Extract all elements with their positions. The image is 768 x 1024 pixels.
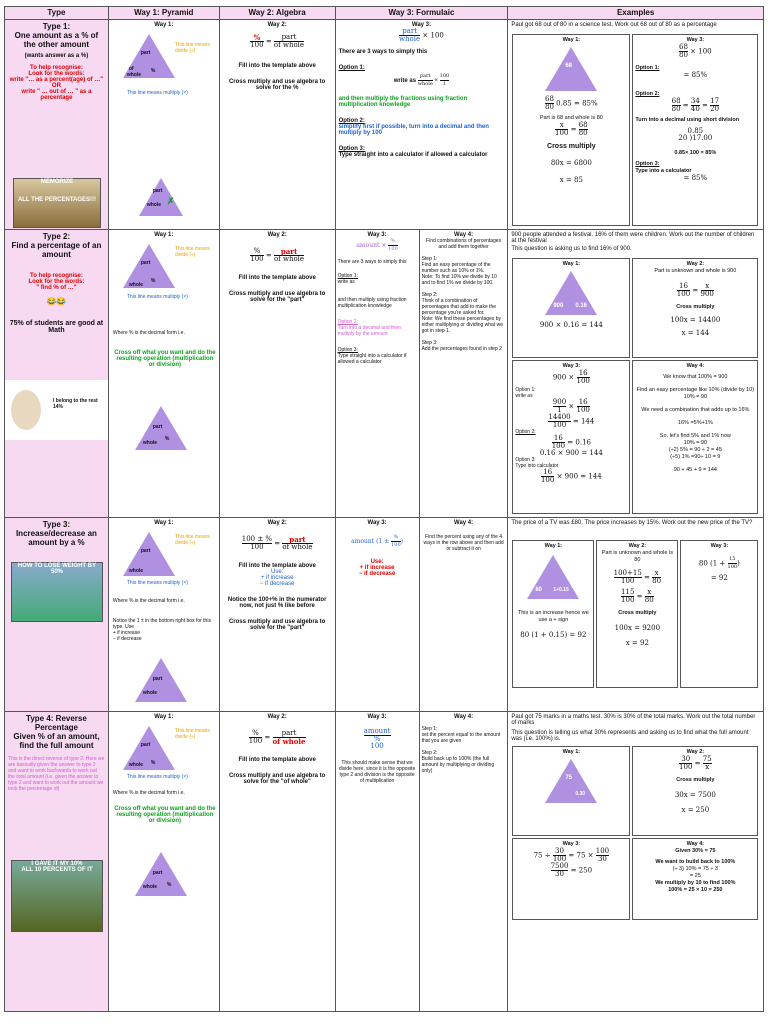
ex1-eq: $\frac{x}{100}$ = $\frac{68}{80}$ bbox=[555, 121, 588, 137]
header-way2: Way 2: Algebra bbox=[220, 7, 336, 19]
t3-where: Where % is the decimal form i.e. bbox=[112, 598, 185, 604]
t2-cross: Cross off what you want and do the resulting operation (multiplication or division) bbox=[114, 350, 216, 368]
ex2-easy: Find an easy percentage like 10% (divide by 10) 10% = 90 bbox=[636, 387, 755, 400]
type2-example bbox=[508, 230, 764, 517]
option2-label: Option 2: bbox=[338, 118, 365, 124]
ex3-w3: Way 3: bbox=[710, 543, 729, 549]
option1-body: and then multiply the fractions using fraction multiplication knowledge bbox=[338, 96, 468, 108]
ex2-o1-res: $\frac{14400}{100}$ = 144 bbox=[548, 413, 595, 429]
way2-label: Way 2: bbox=[267, 22, 287, 28]
type3-title: Type 3: Increase/decrease an amount by a % bbox=[15, 520, 97, 547]
t3-div: This line means divide (÷) bbox=[174, 534, 210, 546]
ex3-way2-box bbox=[596, 540, 678, 688]
rest-meme bbox=[5, 380, 109, 440]
ex3-w1: Way 1: bbox=[544, 543, 563, 549]
ex2-o1-eq: $\frac{900}{1}$ × $\frac{16}{100}$ bbox=[552, 398, 590, 414]
t2-way4 bbox=[420, 230, 508, 517]
ex4-r3: x = 250 bbox=[681, 806, 710, 814]
ex2-900: 900 bbox=[553, 303, 564, 309]
ex2-way3-box bbox=[512, 360, 630, 514]
type2-way2 bbox=[220, 230, 336, 517]
t2-way1: Way 1: bbox=[154, 232, 174, 238]
ex1-cross: Cross multiply bbox=[547, 143, 596, 150]
ex3-115: 1+0.15 bbox=[553, 587, 569, 593]
t3-way4-label: Way 4: bbox=[454, 520, 474, 526]
option3-body: Type straight into a calculator if allowed a calculator bbox=[338, 152, 488, 158]
ex4-r2: 30x = 7500 bbox=[674, 791, 716, 799]
ex1-part: Part is 68 and whole is 80 bbox=[539, 115, 603, 121]
ex1-dec: 0.85× 100 = 85% bbox=[674, 150, 717, 156]
t3-use: Use: + if increase − if decrease bbox=[259, 569, 295, 587]
t2-way2: Way 2: bbox=[267, 232, 287, 238]
ex4-way3-box bbox=[512, 838, 630, 920]
t4-template: $\frac{\%}{100}$ = $\frac{\text{part}}{\text{of whole}}$ bbox=[248, 729, 306, 746]
ex4-w4: Way 4: bbox=[686, 841, 705, 847]
ex2-o2-eq: $\frac{16}{100}$ = 0.16 bbox=[551, 434, 591, 450]
ex2-know: We know that 100% = 900 bbox=[663, 374, 728, 380]
ex1-eq2: x = 85 bbox=[559, 176, 583, 184]
type2-meme-text: 75% of students are good at Math bbox=[9, 320, 104, 334]
ex1-way3-box bbox=[632, 34, 758, 226]
ex2-way1-box bbox=[512, 258, 630, 358]
t3-cross: Cross multiply and use algebra to solve for the "part" bbox=[228, 619, 326, 631]
way1-label: Way 1: bbox=[154, 22, 174, 28]
ex3-eq1: $\frac{100+15}{100}$ = $\frac{x}{80}$ bbox=[613, 569, 662, 585]
ex3-eq2: $\frac{115}{100}$ = $\frac{x}{80}$ bbox=[621, 588, 654, 604]
ex1-o1-res: = 85% bbox=[683, 71, 708, 79]
type2-cell bbox=[5, 230, 109, 517]
type3-cell bbox=[5, 518, 109, 711]
header-row bbox=[5, 7, 764, 20]
ex3-r2: 100x = 9200 bbox=[614, 624, 661, 632]
pyramid-check-triangle-icon bbox=[139, 178, 183, 216]
ex4-w3-res: = 250 bbox=[570, 866, 593, 875]
ex4-w3: Way 3: bbox=[562, 841, 581, 847]
t2-o2: Option 2: bbox=[337, 319, 358, 325]
t4-meme: I GAVE IT MY 10% ALL 10 PERCENTS OF IT bbox=[21, 861, 93, 873]
t4-step1: Step 1: set the percent equal to the amount that you are given bbox=[421, 726, 501, 744]
ex1-68: 68 bbox=[565, 63, 573, 69]
multiply-note: This line means multiply (×) bbox=[126, 90, 188, 96]
t3-way3 bbox=[336, 518, 420, 711]
pyramid2-part: part bbox=[152, 188, 163, 194]
ex4-way4-box bbox=[632, 838, 758, 920]
t3-way2: Way 2: bbox=[267, 520, 287, 526]
t4-p2-part: part bbox=[152, 870, 163, 876]
ex3-r1: 80 (1 + 0.15) = 92 bbox=[520, 631, 587, 639]
ex2-o2-r: = 0.16 bbox=[567, 438, 591, 447]
row-type1 bbox=[5, 20, 764, 230]
t2-step2: Step 2: Think of a combination of percentages that add to make the percentage you're asked for. Note: We find these percentages by either multiplying or dividing what we got in step 1. bbox=[421, 292, 504, 334]
t2-div: This line means divide (÷) bbox=[174, 246, 210, 258]
ex4-w2: Way 2: bbox=[686, 749, 705, 755]
t2-way3 bbox=[336, 230, 420, 517]
type1-way2 bbox=[220, 20, 336, 229]
t2-step1: Step 1: Find an easy percentage of the number such as 10% or 1%. Note: To find 10% we divide by 10 and to find 1% we divide by 100. bbox=[421, 256, 497, 286]
ex4-030: 0.30 bbox=[575, 791, 586, 797]
ex4-w1: Way 1: bbox=[562, 749, 581, 755]
ex2-o2b: 0.16 × 900 = 144 bbox=[539, 449, 603, 457]
ex1-way1-box bbox=[512, 34, 630, 226]
formula: $\frac{\text{part}}{\text{whole}}$ × 100 bbox=[399, 27, 444, 43]
ex2-o3-r: × 900 = 144 bbox=[556, 472, 602, 481]
t4-pct: % bbox=[150, 760, 156, 766]
ex1-frac: $\frac{68}{80}$ 0.85 = 85% bbox=[545, 95, 598, 111]
template-equation: $\frac{\%}{100}$ = $\frac{\text{part}}{\text{of whole}}$ bbox=[250, 33, 305, 49]
t2-pct: % bbox=[150, 278, 156, 284]
t4-way3-label: Way 3: bbox=[367, 714, 387, 720]
t2-where: Where % is the decimal form i.e. bbox=[112, 330, 185, 336]
way3-label: Way 3: bbox=[411, 22, 431, 28]
ex2-o1: Option 1: write as bbox=[515, 387, 536, 399]
t4-whole: whole bbox=[128, 762, 144, 768]
header-examples: Examples bbox=[508, 7, 764, 19]
ex2-o3-eq: $\frac{16}{100}$ × 900 = 144 bbox=[540, 468, 602, 484]
pyramid-part: part bbox=[140, 50, 151, 56]
type3-way3-4 bbox=[336, 518, 509, 711]
type1-way3 bbox=[336, 20, 509, 229]
t4-w3-b: This should make sense that we divide here, since it is the opposite type 2 and division is the opposite of multiplication bbox=[338, 760, 416, 784]
t2-o1t: write as bbox=[337, 279, 355, 285]
t2-p2-pct: % bbox=[164, 436, 170, 442]
ex1-o2-eq: $\frac{68}{80}$ = $\frac{34}{40}$ = $\frac{17}{20}$ bbox=[671, 97, 720, 113]
type1-cell bbox=[5, 20, 109, 229]
ten-percent-meme-image bbox=[11, 860, 103, 932]
type2-title: Type 2: Find a percentage of an amount bbox=[11, 232, 102, 259]
opt1-write: write as bbox=[393, 78, 417, 85]
ex2-find: So, let's find 5% and 1% now 10% = 90 (÷2) 5% = 90 ÷ 2 = 45 (÷5) 1% =90÷ 10 = 9 bbox=[659, 433, 731, 460]
type1-help: To help recognise: Look for the words: write "… as a percent(age) of …" OR write " … out of … " as a percentage bbox=[9, 65, 104, 101]
ex1-pct: 0.85 = 85% bbox=[556, 99, 598, 108]
t4-step2: Step 2: Build back up to 100% (the full amount by multiplying or dividing only) bbox=[421, 750, 495, 774]
ex1-o2: Option 2: bbox=[635, 91, 660, 97]
ex2-o2: Option 2: bbox=[515, 429, 536, 435]
meme-top: MEMORIZE bbox=[40, 179, 74, 185]
t2-o3t: Type straight into a calculator if allowed a calculator bbox=[337, 353, 407, 365]
t4-part: part bbox=[140, 742, 151, 748]
ex3-inc: This is an increase hence we use a + sign bbox=[517, 610, 589, 623]
type2-way1 bbox=[109, 230, 220, 517]
ex1-o3t: Type into a calculator bbox=[635, 168, 692, 174]
ex4-cm: Cross multiply bbox=[676, 777, 715, 783]
ex2-pw: Part is unknown and whole is 900 bbox=[654, 268, 737, 274]
ex4-b3: We multiply by 10 to find 100% bbox=[655, 880, 736, 886]
t3-way3-label: Way 3: bbox=[367, 520, 387, 526]
row-type3 bbox=[5, 518, 764, 712]
t4-where: Where % is the decimal form i.e. bbox=[112, 790, 185, 796]
ex4-ask: This question is telling us what 30% represents and asking us to find what the full amount was (i.e. 100%) is. bbox=[511, 730, 749, 742]
ex3-pw: Part is unknown and whole is 80 bbox=[601, 550, 673, 563]
t2-o3: Option 3: bbox=[337, 347, 358, 353]
t4-p2-pct: % bbox=[166, 882, 172, 888]
t3-fill: Fill into the template above bbox=[238, 563, 316, 569]
pyramid-pct: % bbox=[150, 68, 156, 74]
ex2-w4: Way 4: bbox=[686, 363, 705, 369]
ex4-b4: 100% = 25 × 10 = 250 bbox=[668, 887, 723, 893]
cross-text: Cross multiply and use algebra to solve for the % bbox=[228, 79, 326, 91]
ex3-w2: Way 2: bbox=[628, 543, 647, 549]
ex2-r1: 900 × 0.16 = 144 bbox=[539, 321, 603, 329]
t4-formula: amount % 100 bbox=[363, 727, 391, 750]
ex4-question: Paul got 75 marks in a maths test. 30% is 30% of the total marks. Work out the total number of marks bbox=[511, 714, 756, 726]
type4-cell bbox=[5, 712, 109, 1011]
memorize-meme-image bbox=[13, 178, 101, 228]
t3-way1: Way 1: bbox=[154, 520, 174, 526]
ex1-o3: Option 3: bbox=[635, 161, 660, 167]
t4-way4 bbox=[420, 712, 508, 1011]
type4-way3-4 bbox=[336, 712, 509, 1011]
t4-mul: This line means multiply (×) bbox=[126, 774, 188, 780]
t4-cross-mult: Cross multiply and use algebra to solve for the "of whole" bbox=[228, 773, 326, 785]
ex4-b2: (÷ 3) 10% = 75 ÷ 3 = 25 bbox=[672, 866, 718, 879]
ex2-cross: Cross multiply bbox=[676, 304, 715, 310]
ex1-o2t: Turn into a decimal using short division bbox=[635, 117, 740, 123]
t3-whole: whole bbox=[128, 568, 144, 574]
option3-label: Option 3: bbox=[338, 146, 365, 152]
face-icon bbox=[11, 390, 41, 430]
t3-p2-whole: whole bbox=[142, 690, 158, 696]
t4-cross: Cross off what you want and do the resulting operation (multiplication or division) bbox=[114, 806, 216, 824]
row-type4 bbox=[5, 712, 764, 1012]
ex4-75: 75 bbox=[565, 775, 573, 781]
ex2-way4-box bbox=[632, 360, 758, 514]
ex1-w3-formula: $\frac{68}{80}$ × 100 bbox=[679, 43, 712, 59]
t3-w3-use: Use: + if increase − if decrease bbox=[358, 559, 396, 577]
type4-title: Type 4: Reverse Percentage Given % of an amount, find the full amount bbox=[13, 714, 100, 750]
t2-p2-part: part bbox=[152, 424, 163, 430]
ex2-way2-box bbox=[632, 258, 758, 358]
t2-o2t: Turn into a decimal and then multiply by the amount bbox=[337, 325, 401, 337]
t4-way1: Way 1: bbox=[154, 714, 174, 720]
t2-p2-whole: whole bbox=[142, 440, 158, 446]
type2-way3-4 bbox=[336, 230, 509, 517]
percentage-cheatsheet bbox=[4, 6, 764, 1012]
ex3-question: The price of a TV was £80. The price increases by 15%. Work out the new price of the TV? bbox=[511, 520, 753, 526]
t3-part: part bbox=[140, 548, 151, 554]
ex2-016: 0.16 bbox=[575, 303, 588, 309]
type1-example bbox=[508, 20, 764, 229]
t3-way4 bbox=[420, 518, 508, 711]
row-type2 bbox=[5, 230, 764, 518]
t2-way3-label: Way 3: bbox=[367, 232, 387, 238]
t2-o1: Option 1: bbox=[337, 273, 358, 279]
ex3-w3-eq: 80 (1 + $\frac{15}{100}$ ) bbox=[698, 556, 740, 570]
t2-w4-intro: Find combinations of percentages and add them together bbox=[426, 238, 502, 250]
t4-div: This line means divide (÷) bbox=[174, 728, 210, 740]
pyramid-of: of bbox=[128, 66, 134, 72]
type4-example bbox=[508, 712, 764, 1011]
ex4-g: Given 30% = 75 bbox=[675, 848, 716, 854]
type3-way1 bbox=[109, 518, 220, 711]
ex2-comb: We need a combination that adds up to 16% bbox=[641, 407, 750, 413]
check-icon: ✗ bbox=[166, 196, 175, 206]
option1-eq: write as $\frac{\text{part}}{\text{whole}}$ × $\frac{100}{1}$ bbox=[393, 73, 450, 87]
w3-intro: There are 3 ways to simply this bbox=[338, 49, 428, 55]
option2-body: simplify first if possible, turn into a decimal and then multiply by 100 bbox=[338, 124, 489, 136]
type1-note: (wants answer as a %) bbox=[24, 53, 89, 59]
type2-meme2: I belong to the rest 14% bbox=[53, 398, 98, 410]
ex3-w3-res: = 92 bbox=[710, 574, 728, 582]
type3-way2 bbox=[220, 518, 336, 711]
ex4-b1: We want to build back to 100% bbox=[655, 859, 736, 865]
fill-template: Fill into the template above bbox=[238, 63, 316, 69]
t2-o1b: and then multiply using fraction multiplication knowledge bbox=[337, 297, 407, 309]
ex4-way2-box bbox=[632, 746, 758, 836]
ex2-sum: 90 + 45 + 9 = 144 bbox=[673, 467, 717, 473]
t3-mul: This line means multiply (×) bbox=[126, 580, 188, 586]
example1-question: Paul got 68 out of 80 in a science test. Work out 68 out of 80 as a percentage bbox=[511, 22, 717, 28]
ex4-w3-eq2: $\frac{7500}{30}$ = 250 bbox=[550, 862, 593, 878]
t4-fill: Fill into the template above bbox=[238, 757, 316, 763]
pyramid-whole: whole bbox=[126, 72, 142, 78]
ex2-w2: Way 2: bbox=[686, 261, 705, 267]
laugh-emoji-icon: 😂😂 bbox=[46, 297, 67, 306]
ex1-o1: Option 1: bbox=[635, 65, 660, 71]
type4-way1 bbox=[109, 712, 220, 1011]
ex1-way3: Way 3: bbox=[686, 37, 705, 43]
ex2-eq: $\frac{16}{100}$ = $\frac{x}{900}$ bbox=[676, 282, 714, 298]
t2-whole: whole bbox=[128, 282, 144, 288]
pyramid2-whole: whole bbox=[146, 202, 162, 208]
ex2-w1: Way 1: bbox=[562, 261, 581, 267]
ex3-80: 80 bbox=[535, 587, 543, 593]
t2-intro: There are 3 ways to simply this bbox=[337, 259, 407, 265]
header-type: Type bbox=[5, 7, 109, 19]
ex1-eq1: 80x = 6800 bbox=[550, 159, 592, 167]
t3-notice2: Notice the 100+% in the numerator now, not just % like before bbox=[227, 597, 327, 609]
cross-multiply-note bbox=[223, 79, 332, 91]
type4-way2 bbox=[220, 712, 336, 1011]
ex3-way3-box bbox=[680, 540, 758, 688]
ex4-w3-eq1: 75 ÷ $\frac{30}{100}$ = 75 × $\frac{100}{30}$ bbox=[533, 847, 610, 863]
type3-example bbox=[508, 518, 764, 711]
t3-formula: amount (1 ± $\frac{\%}{100}$ ) bbox=[351, 534, 403, 548]
t2-cross-mult: Cross multiply and use algebra to solve for the "part" bbox=[228, 291, 326, 303]
type1-way1 bbox=[109, 20, 220, 229]
header-way3: Way 3: Formulaic bbox=[336, 7, 509, 19]
t4-way3 bbox=[336, 712, 420, 1011]
ex2-question: 900 people attended a festival. 16% of them were children. Work out the number of children at the festival bbox=[511, 232, 755, 244]
ex4-eq: $\frac{30}{100}$ = $\frac{75}{x}$ bbox=[679, 755, 712, 771]
ex2-r3: x = 144 bbox=[681, 329, 710, 337]
ex2-r2: 100x = 14400 bbox=[670, 316, 721, 324]
ex1-way1: Way 1: bbox=[562, 37, 581, 43]
t2-w3-formula: amount × $\frac{\%}{100}$ bbox=[356, 238, 398, 252]
t4-way4-label: Way 4: bbox=[454, 714, 474, 720]
ex2-1641: 16% =5%+1% bbox=[677, 420, 713, 426]
t2-step3: Step 3: Add the percentages found in step 2 bbox=[421, 340, 502, 352]
ex1-o3-res: = 85% bbox=[683, 174, 708, 182]
ex2-o1-r: = 144 bbox=[572, 417, 595, 426]
t3-w4: Find the percent using any of the 4 ways in the row above and then add or subtract it on bbox=[423, 534, 504, 552]
t3-notice: Notice the 1 ± in the bottom right box for this type. Use + if increase − if decrease bbox=[112, 618, 211, 642]
t4-way2: Way 2: bbox=[267, 714, 287, 720]
option1-label: Option 1: bbox=[338, 65, 365, 71]
header-way1: Way 1: Pyramid bbox=[109, 7, 220, 19]
ex2-w3-formula: 900 × $\frac{16}{100}$ bbox=[552, 369, 590, 385]
t2-template: $\frac{\%}{100}$ = $\frac{\text{part}}{\text{of whole}}$ bbox=[250, 247, 305, 263]
divide-note: This line means divide (÷) bbox=[174, 42, 210, 54]
type1-title: Type 1: One amount as a % of the other amount bbox=[14, 22, 99, 49]
t2-mul: This line means multiply (×) bbox=[126, 294, 188, 300]
t3-template: $\frac{100 \pm \%}{100}$ = $\frac{\text{part}}{\text{of whole}}$ bbox=[241, 535, 313, 551]
ex3-r3: x = 92 bbox=[625, 639, 649, 647]
ex2-w3: Way 3: bbox=[562, 363, 581, 369]
type4-desc: This is the direct reverse of type 2. Here we are basically given the answer to type 2 and want to work backwards to work out the total amount (i.e. given the answer to type 2 and want to work out the amount we took the percentage of) bbox=[8, 756, 105, 792]
ex4-way1-box bbox=[512, 746, 630, 836]
type2-help: To help recognise: Look for the words: " find % of …" bbox=[28, 273, 85, 291]
t2-fill: Fill into the template above bbox=[238, 275, 316, 281]
lose-weight-meme-image bbox=[11, 562, 103, 622]
ex1-division: 0.85 20 )17.00 bbox=[678, 127, 713, 142]
t3-meme: HOW TO LOSE WEIGHT BY 50% bbox=[17, 563, 97, 575]
ex3-cm: Cross multiply bbox=[618, 610, 657, 616]
t4-p2-whole: whole bbox=[142, 884, 158, 890]
t2-way4-label: Way 4: bbox=[454, 232, 474, 238]
ex2-ask: This question is asking us to find 16% of 900. bbox=[511, 246, 632, 252]
t3-p2-part: part bbox=[152, 676, 163, 682]
meme-bottom: ALL THE PERCENTAGES!!! bbox=[17, 197, 97, 203]
t2-part: part bbox=[140, 260, 151, 266]
ex2-o3: Option 3: Type into calculator bbox=[515, 457, 559, 469]
ex3-way1-box bbox=[512, 540, 594, 688]
